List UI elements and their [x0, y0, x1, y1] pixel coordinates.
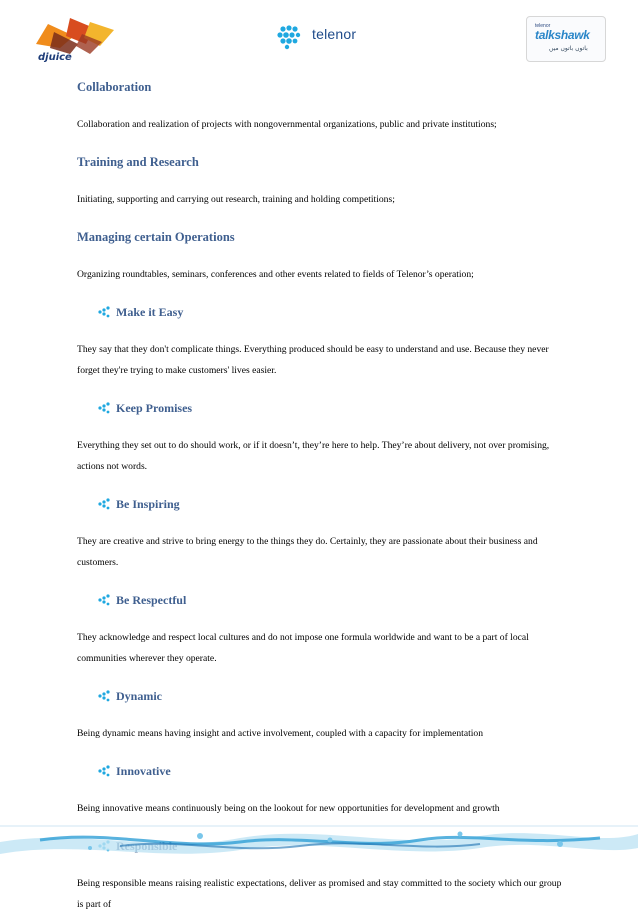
value-title: Innovative	[116, 764, 171, 778]
telenor-bullet-icon	[96, 306, 112, 318]
section-text-training: Initiating, supporting and carrying out research, training and holding competitions;	[77, 194, 395, 205]
value-heading-dynamic	[77, 686, 563, 706]
djuice-logo	[30, 14, 130, 64]
section-heading-operations: Managing certain Operations	[77, 230, 235, 244]
value-heading-be-respectful	[77, 590, 563, 610]
value-title: Make it Easy	[116, 305, 184, 319]
value-heading-keep-promises	[77, 398, 563, 418]
document-body	[77, 77, 563, 915]
value-title: Be Respectful	[116, 593, 187, 607]
telenor-bullet-icon	[96, 594, 112, 606]
value-heading-make-it-easy	[77, 302, 563, 322]
section-text-operations: Organizing roundtables, seminars, conferences and other events related to fields of Telenor’s operation;	[77, 269, 474, 280]
value-heading-innovative	[77, 761, 563, 781]
section-heading-training: Training and Research	[77, 155, 199, 169]
value-text-responsible: Being responsible means raising realistic expectations, deliver as promised and stay committed to the society which our group is part of	[77, 878, 562, 910]
value-text-be-inspiring: They are creative and strive to bring energy to the things they do. Certainly, they are passionate about their business and customers.	[77, 536, 538, 568]
telenor-bullet-icon	[96, 402, 112, 414]
talkshawk-tagline: باتوں باتوں میں	[549, 45, 588, 52]
value-text-innovative: Being innovative means continuously being on the lookout for new opportunities for development and growth	[77, 803, 500, 814]
value-title: Dynamic	[116, 689, 162, 703]
value-heading-be-inspiring	[77, 494, 563, 514]
value-text-dynamic: Being dynamic means having insight and active involvement, coupled with a capacity for implementation	[77, 728, 484, 739]
value-title: Keep Promises	[116, 401, 193, 415]
section-heading-collaboration: Collaboration	[77, 80, 152, 94]
section-text-collaboration: Collaboration and realization of projects with nongovernmental organizations, public and private institutions;	[77, 119, 497, 130]
value-text-be-respectful: They acknowledge and respect local cultures and do not impose one formula worldwide and want to be a part of local communities wherever they operate.	[77, 632, 529, 664]
value-text-keep-promises: Everything they set out to do should work, or if it doesn’t, they’re here to help. They’re about delivery, not over promising, actions not words.	[77, 440, 550, 472]
value-text-make-it-easy: They say that they don't complicate things. Everything produced should be easy to understand and use. Because they never forget they're trying to make customers' lives easier.	[77, 344, 549, 376]
talkshawk-brand-small: telenor	[535, 23, 551, 29]
telenor-bullet-icon	[96, 765, 112, 777]
talkshawk-wordmark: talkshawk	[535, 28, 590, 42]
talkshawk-logo	[526, 16, 606, 62]
telenor-wordmark: telenor	[312, 26, 357, 42]
svg-text:djuice: djuice	[38, 52, 72, 63]
telenor-bullet-icon	[96, 690, 112, 702]
telenor-logo	[270, 20, 380, 52]
value-title: Be Inspiring	[116, 497, 180, 511]
footer-wave-decoration	[0, 820, 638, 860]
telenor-bullet-icon	[96, 498, 112, 510]
